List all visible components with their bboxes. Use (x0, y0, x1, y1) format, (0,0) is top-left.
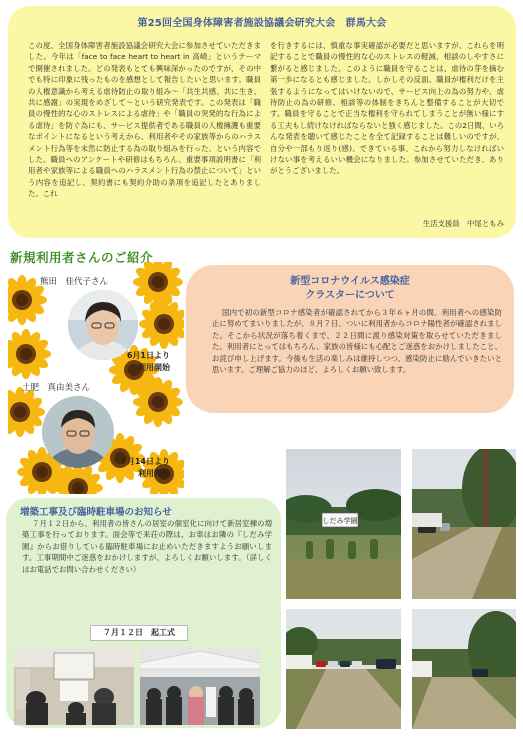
construction-notice-box (6, 498, 281, 728)
user1-start-date (96, 350, 170, 374)
new-users-title: 新規利用者さんのご紹介 (10, 250, 154, 265)
corona-cluster-box (186, 265, 514, 413)
site-photo-school (286, 449, 401, 599)
user1-start-line1: 6月1日より (126, 351, 170, 360)
ceremony-photo-left (14, 647, 134, 725)
site-photo-parking-lot (286, 609, 401, 729)
school-sign-text: しだみ学園 (322, 517, 358, 525)
conference-report-title: 第25回全国身体障害者施設協議会研究大会 群馬大会 (137, 18, 387, 29)
corona-cluster-title (186, 275, 514, 303)
user1-name: 熊田 佳代子さん (40, 277, 109, 287)
construction-notice-title: 増築工事及び臨時駐車場のお知らせ (20, 507, 172, 518)
conference-report-right-column: を行きするには、慎重な事実確認が必要だと思いますが、これらを明記することで職員の慢性的な心のストレスの軽減、相談のしやすさに繋がると感じました。このように職員を守ることは、虐待の芽を摘む第一歩になるとも感じました。しかしその反面、職員が権利だけを主張するようになってはいけないので、サービス向上の為の努力や、虐待防止の為の研修、相談等の体制をきちんと整備することが大切です。職員を守ることで正当な権利を守られてしまうことが無い様にする工夫もし続けなければならないと強く感じました。この2日間、いろんな発表を聴いて感じたことを全て記録することは難しいのですが、自分や一部もり返り(感)、できている事、これから努力しなければいけない事を考えるいい機会になりました。参加させていただき、ありがとうございました。 (270, 41, 504, 176)
conference-report-signature: 生活支援員 中尾ともみ (422, 219, 504, 228)
site-photo-road (412, 609, 516, 729)
construction-notice-body: ７月１２日から、利用者の皆さんの居室の個室化に向けて新居室棟の増築工事を行っております。面会等で来荘の際は、お車はお隣の『しだみ学園』からお借りしている臨時駐車場にお止めいただきますようお願いします。工事期間中ご迷惑をおかけしますが、よろしくお願いします。（詳しくはお電話でお問い合わせください） (22, 519, 272, 574)
ceremony-photo-caption: ７月１２日 起工式 (90, 625, 188, 641)
conference-report-box (8, 6, 516, 238)
user2-start-date (92, 456, 170, 480)
user2-name: 土肥 真由美さん (22, 383, 91, 393)
conference-report-left-column: この度、全国身体障害者施設協議会研究大会に参加させていただきました。今年は「face to face heart to heart in 高崎」というテーマで開催されました。どの発表もとても興味深かったのですが、その中でも特に印象に残ったものを感想として報告したいと思います。職員の人権意識から考える虐待防止の取り組み〜「共生共感、共に生き、共に感謝」の実現をめざして〜という研究発表です。この発表は「職員の慢性的な心のストレスによる虐待」や「職員の突発的な行為による虐待」を防ぐ為にも、サービス提供者である職員の人権擁護も重要なポイントになるという考えから、利用者やその家族等からのハラスメント行為等を未然に防止する為の取り組みを行った、という内容でした。職員へのアンケートや研修はもちろん、重要事項説明書に「利用者や家族等による職員へのハラスメント行為の禁止について」という内容を追記し、契約書にも契約介助の条項を追記したとありました。これ (28, 41, 261, 199)
site-photo-parking (412, 449, 516, 599)
corona-cluster-body: 国内で初の新型コロナ感染者が確認されてから３年６ヶ月の間、利用者への感染防止に努めてまいりましたが、８月７日、ついに利用者からコロナ陽性者が確認されました。そこから状況が落ち着くまで、２２日間に渡り感染対策を取らせていただきました。利用者にとってはもちろん、家族の皆様にも心配とご迷惑をおかけしましたこと、お詫び申し上げます。今後も生活の楽しみは維持しつつ、感染防止に励んでいきたいと思います。ご理解ご協力のほど、よろしくお願い致します。 (212, 308, 502, 375)
user2-start-line1: 7月14日より (121, 457, 170, 466)
corona-title-line2: クラスターについて (305, 290, 395, 301)
user1-start-line2: 利用開始 (138, 363, 170, 372)
ceremony-photo-right (140, 647, 260, 725)
corona-title-line1: 新型コロナウイルス感染症 (290, 276, 410, 287)
user2-start-line2: 利用開始 (138, 469, 170, 478)
